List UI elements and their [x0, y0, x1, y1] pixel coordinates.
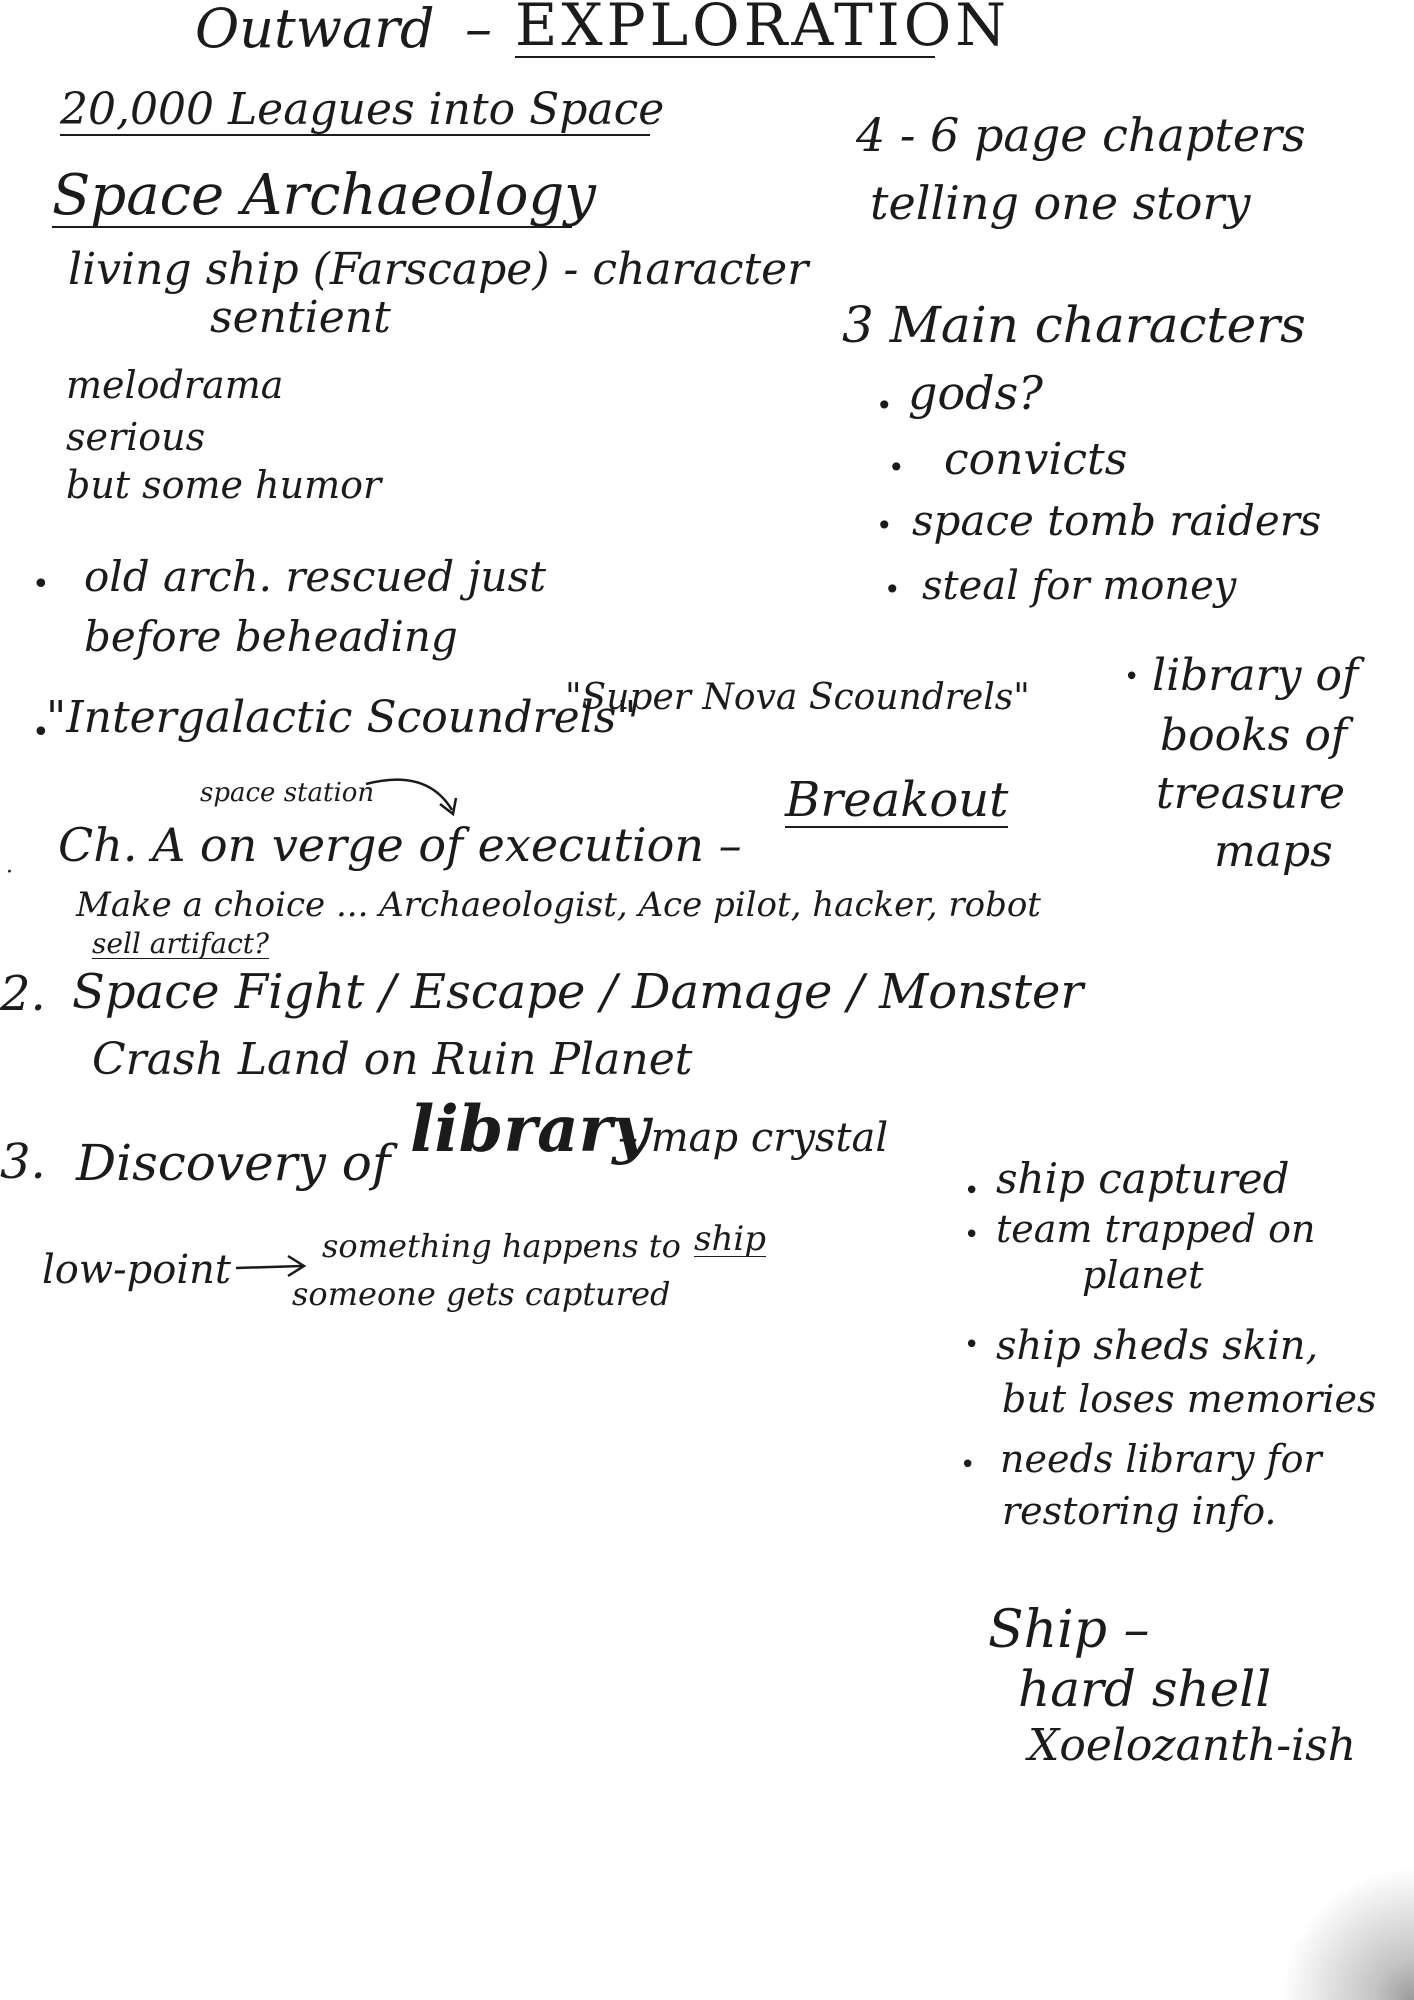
- ship-note-3: Xoelozanth-ish: [1028, 1720, 1357, 1771]
- heading: Space Archaeology: [52, 163, 596, 228]
- bullet-dot: •: [876, 389, 893, 422]
- main-characters-heading: 3 Main characters: [842, 296, 1306, 354]
- ship-bullet: ship sheds skin,: [996, 1323, 1319, 1369]
- page-corner-shadow: [1284, 1870, 1414, 2000]
- title-dash: –: [465, 0, 492, 60]
- bullet-dot: •: [32, 567, 50, 602]
- chapters-note-2: telling one story: [870, 176, 1251, 230]
- low-point-2: someone gets captured: [292, 1275, 671, 1313]
- character-item: convicts: [944, 434, 1128, 485]
- library-note-1: library of: [1152, 650, 1359, 701]
- tone-item: melodrama: [66, 363, 284, 407]
- ship-note-2: hard shell: [1018, 1660, 1272, 1718]
- ship-bullet: team trapped on: [996, 1207, 1316, 1251]
- breakout-label: Breakout: [785, 772, 1009, 828]
- old-arch-line-1: old arch. rescued just: [84, 552, 546, 601]
- bullet-dot: •: [964, 1330, 980, 1360]
- character-item: steal for money: [922, 563, 1237, 609]
- item-3-text: Discovery of: [76, 1134, 391, 1192]
- item-3-number: 3.: [0, 1134, 46, 1190]
- bullet-dot: •: [964, 1220, 980, 1250]
- item-3-map-crystal: – map crystal: [618, 1115, 889, 1161]
- item-2-line-1: Space Fight / Escape / Damage / Monster: [72, 964, 1084, 1020]
- title-idea-1: "Intergalactic Scoundrels": [46, 692, 637, 743]
- bullet-dot: •: [964, 1176, 980, 1206]
- bullet-dot: •: [884, 573, 901, 606]
- tone-item: serious: [66, 415, 206, 459]
- chapters-note-1: 4 - 6 page chapters: [856, 108, 1306, 162]
- ship-bullet-cont: but loses memories: [1002, 1377, 1377, 1421]
- low-point-1: something happens to: [322, 1227, 681, 1265]
- item-2-line-2: Crash Land on Ruin Planet: [92, 1034, 693, 1085]
- bullet-dot: •: [876, 509, 893, 542]
- make-choice-note: Make a choice ... Archaeologist, Ace pilot, hacker, robot: [76, 885, 1041, 925]
- subtitle: 20,000 Leagues into Space: [60, 84, 665, 135]
- space-station-note: space station: [200, 778, 375, 808]
- old-arch-line-2: before beheading: [84, 612, 458, 661]
- bullet-dot: •: [32, 715, 50, 750]
- item-3-library: library: [410, 1092, 650, 1167]
- character-item: gods?: [908, 366, 1043, 420]
- sell-artifact-note: sell artifact?: [92, 927, 270, 960]
- character-item: space tomb raiders: [912, 496, 1322, 545]
- ship-note-1: Ship –: [988, 1600, 1150, 1660]
- low-point-label: low-point: [42, 1247, 231, 1293]
- ship-bullet: ship captured: [996, 1154, 1290, 1203]
- bullet-dot: •: [960, 1450, 976, 1480]
- page-title: EXPLORATION: [515, 0, 935, 58]
- library-note-3: treasure: [1156, 768, 1345, 819]
- title-prefix: Outward: [195, 0, 435, 60]
- chapter-a: Ch. A on verge of execution –: [58, 818, 742, 872]
- low-point-ship: ship: [694, 1219, 766, 1259]
- living-ship-note: living ship (Farscape) - character: [68, 244, 809, 295]
- bullet-dot: •: [1124, 662, 1140, 692]
- sentient-note: sentient: [210, 292, 391, 343]
- bullet-dot: ·: [6, 860, 13, 885]
- library-note-2: books of: [1160, 710, 1348, 761]
- title-idea-2: "Super Nova Scoundrels": [565, 677, 1030, 718]
- ship-bullet-cont: restoring info.: [1002, 1489, 1277, 1533]
- library-note-4: maps: [1214, 826, 1333, 877]
- bullet-dot: •: [888, 451, 905, 484]
- ship-bullet-cont: planet: [1082, 1253, 1204, 1297]
- ship-bullet: needs library for: [1000, 1437, 1322, 1481]
- tone-item: but some humor: [66, 463, 382, 507]
- item-2-number: 2.: [0, 966, 46, 1022]
